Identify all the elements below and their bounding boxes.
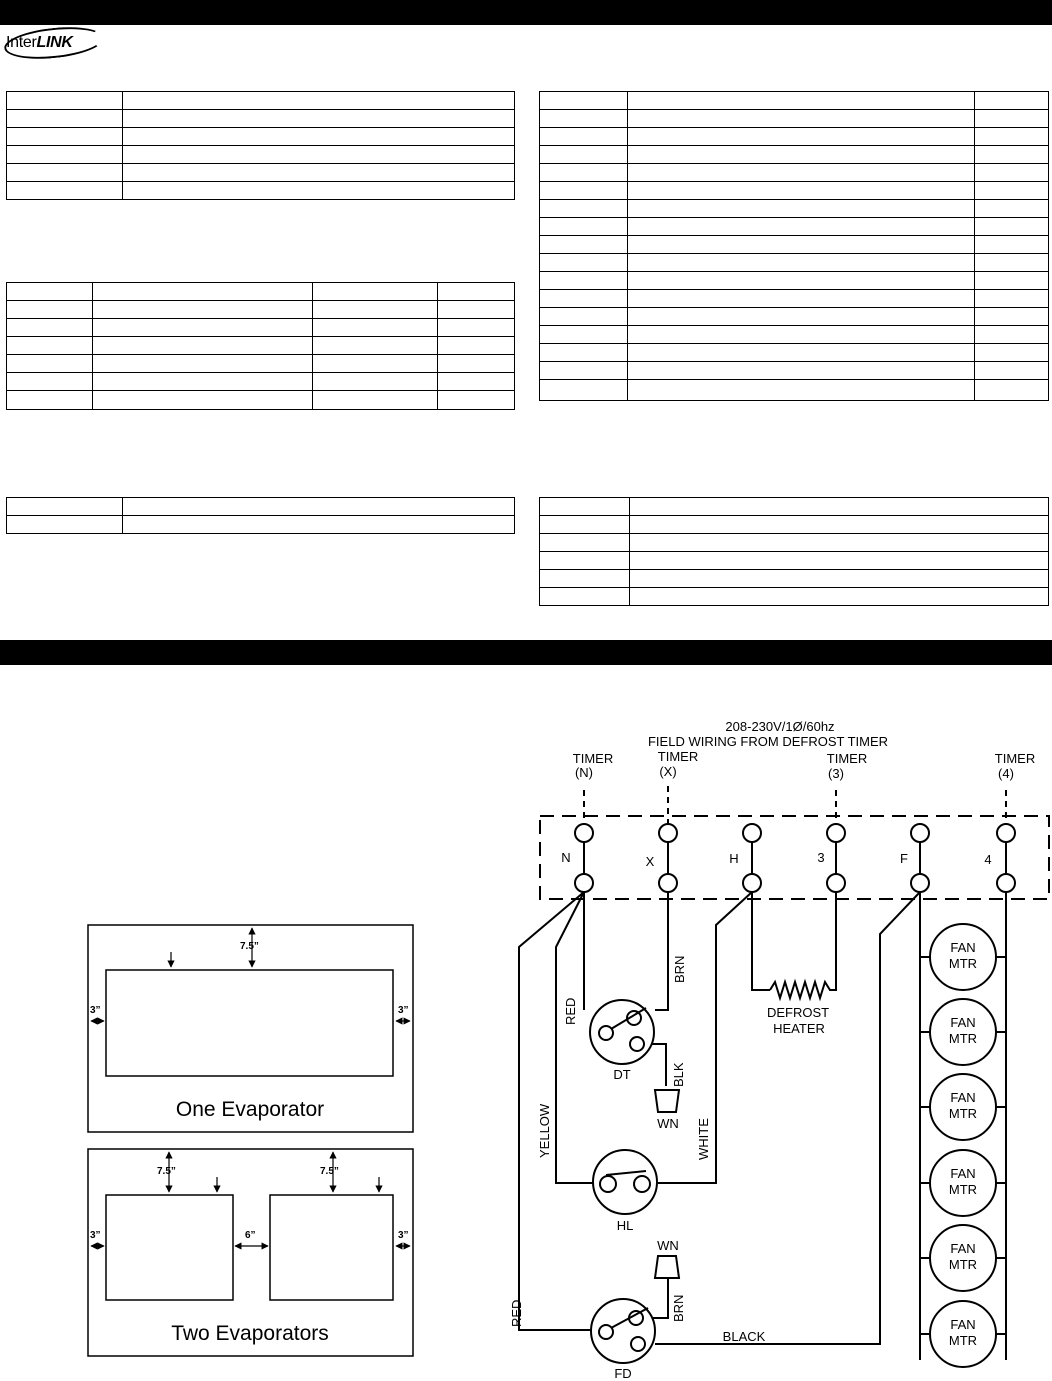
wire-label-white: WHITE xyxy=(696,1118,711,1160)
fan-motor-2 xyxy=(920,999,1006,1065)
terminal-h: H xyxy=(729,851,739,866)
fan-label: FAN xyxy=(950,1317,976,1332)
mtr-label: MTR xyxy=(948,1031,978,1046)
logo-text-inter: Inter xyxy=(6,34,37,51)
field-wiring-label: FIELD WIRING FROM DEFROST TIMER xyxy=(647,734,889,749)
wire-label-red-2: RED xyxy=(509,1299,524,1327)
mtr-label: MTR xyxy=(948,1257,978,1272)
supply-voltage-label: 208-230V/1Ø/60hz xyxy=(725,719,835,734)
terminal-x: X xyxy=(645,854,655,869)
fd-switch xyxy=(591,1299,655,1363)
wire-label-red: RED xyxy=(563,997,578,1025)
dt-label: DT xyxy=(613,1067,631,1082)
mtr-label: MTR xyxy=(948,1333,978,1348)
two-evaporators-caption: Two Evaporators xyxy=(171,1322,329,1345)
terminal-f: F xyxy=(900,851,908,866)
wn-label-upper: WN xyxy=(657,1116,679,1131)
fan-motor-3 xyxy=(920,1074,1006,1140)
fan-motor-1 xyxy=(920,924,1006,990)
timer-3-label: TIMER xyxy=(826,751,868,766)
fan-motor-5 xyxy=(920,1225,1006,1291)
wire-label-black: BLACK xyxy=(722,1329,766,1344)
terminal-3: 3 xyxy=(817,850,825,865)
timer-x-code: (X) xyxy=(659,764,677,779)
wiring-diagram xyxy=(509,719,1049,1381)
terminal-n: N xyxy=(561,850,571,865)
fd-label: FD xyxy=(614,1366,632,1381)
fan-label: FAN xyxy=(950,1015,976,1030)
dim-6-gap: 6” xyxy=(245,1230,256,1241)
logo-text-link: LINK xyxy=(36,34,73,51)
mtr-label: MTR xyxy=(948,1106,978,1121)
one-evaporator-diagram xyxy=(88,925,413,1132)
fan-motor-4 xyxy=(920,1150,1006,1216)
one-evaporator-caption: One Evaporator xyxy=(175,1098,325,1121)
wire-label-brn-2: BRN xyxy=(671,1294,686,1322)
dim-3-right: 3” xyxy=(398,1005,409,1016)
mtr-label: MTR xyxy=(948,1182,978,1197)
wire-label-blk: BLK xyxy=(671,1062,686,1087)
dim-7-5-right: 7.5” xyxy=(320,1166,339,1177)
dim-7-5-top: 7.5” xyxy=(240,941,259,952)
fan-motor-6 xyxy=(920,1301,1006,1367)
wire-label-brn: BRN xyxy=(672,955,687,983)
fan-label: FAN xyxy=(950,1090,976,1105)
dim-7-5-left: 7.5” xyxy=(157,1166,176,1177)
terminal-4: 4 xyxy=(984,852,992,867)
defrost-heater-label-1: DEFROST xyxy=(766,1005,830,1020)
wn-label-lower: WN xyxy=(657,1238,679,1253)
fan-label: FAN xyxy=(950,1166,976,1181)
timer-n-label: TIMER xyxy=(572,751,614,766)
timer-4-code: (4) xyxy=(998,766,1014,781)
timer-x-label: TIMER xyxy=(657,749,699,764)
defrost-heater-label-2: HEATER xyxy=(773,1021,825,1036)
fan-label: FAN xyxy=(950,1241,976,1256)
timer-3-code: (3) xyxy=(828,766,844,781)
timer-4-label: TIMER xyxy=(994,751,1036,766)
hl-label: HL xyxy=(616,1218,634,1233)
dt-switch xyxy=(590,1000,654,1064)
mtr-label: MTR xyxy=(948,956,978,971)
two-evaporators-diagram xyxy=(88,1149,413,1356)
timer-n-code: (N) xyxy=(574,765,594,780)
dim-3-left: 3” xyxy=(90,1005,101,1016)
dim-3-right-2: 3” xyxy=(398,1230,409,1241)
fan-label: FAN xyxy=(950,940,976,955)
wire-label-yellow: YELLOW xyxy=(537,1103,552,1158)
dim-3-left-2: 3” xyxy=(90,1230,101,1241)
hl-switch xyxy=(593,1150,657,1214)
